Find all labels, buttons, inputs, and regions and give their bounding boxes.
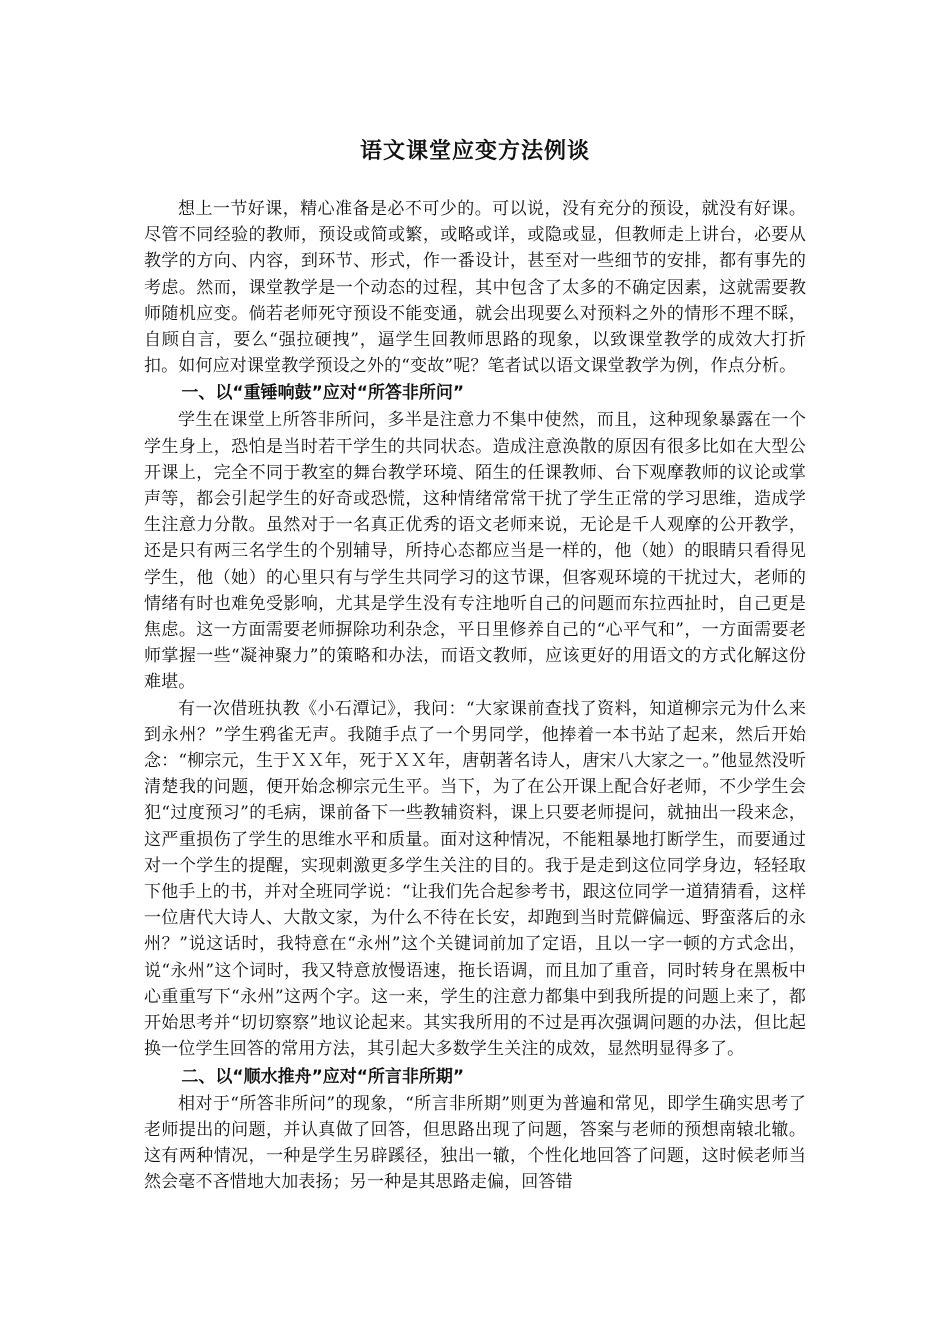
- section-1-heading: 一、以“重锤响鼓”应对“所答非所问”: [181, 383, 465, 404]
- document-title: 语文课堂应变方法例谈: [359, 139, 590, 164]
- document-page: [144, 0, 806, 1195]
- section-1-paragraph-2: 有一次借班执教《小石潭记》，我问：“大家课前查找了资料，知道柳宗元为什么来到永州？”学生鸦雀无声。我随手点了一个男同学，他捧着一本书站了起来，然后开始念：“柳宗元，生于ＸＸ年，死于ＸＸ年，唐朝著名诗人，唐宋八大家之一。”他显然没听清楚我的问题，便开始念柳宗元生平。当下，为了在公开课上配合好老师，不少学生会犯“过度预习”的毛病，课前备下一些教辅资料，课上只要老师提问，就抽出一段来念，这严重损伤了学生的思维水平和质量。面对这种情况，不能粗暴地打断学生，而要通过对一个学生的提醒，实现刺激更多学生关注的目的。我于是走到这位同学身边，轻轻取下他手上的书，并对全班同学说：“让我们先合起参考书，跟这位同学一道猜猜看，这样一位唐代大诗人、大散文家，为什么不待在长安，却跑到当时荒僻偏远、野蛮落后的永州？”说这话时，我特意在“永州”这个关键词前加了定语，且以一字一顿的方式念出，说“永州”这个词时，我又特意放慢语速，拖长语调，而且加了重音，同时转身在黑板中心重重写下“永州”这两个字。这一来，学生的注意力都集中到我所提的问题上来了，都开始思考并“切切察察”地议论起来。其实我所用的不过是再次强调问题的办法，但比起换一位学生回答的常用方法，其引起大多数学生关注的成效，显然明显得多了。: [144, 698, 806, 1060]
- section-2-paragraph-1: 相对于“所答非所问”的现象，“所言非所期”则更为普遍和常见，即学生确实思考了老师提出的问题，并认真做了回答，但思路出现了问题，答案与老师的预想南辕北辙。这有两种情况，一种是学生另辟蹊径，独出一辙，个性化地回答了问题，这时候老师当然会毫不吝惜地大加表扬；另一种是其思路走偏，回答错: [144, 1093, 806, 1193]
- section-1-paragraph-1: 学生在课堂上所答非所问，多半是注意力不集中使然，而且，这种现象暴露在一个学生身上，恐怕是当时若干学生的共同状态。造成注意涣散的原因有很多比如在大型公开课上，完全不同于教室的舞台教学环境、陌生的任课教师、台下观摩教师的议论或掌声等，都会引起学生的好奇或恐慌，这种情绪常常干扰了学生正常的学习思维，造成学生注意力分散。虽然对于一名真正优秀的语文老师来说，无论是千人观摩的公开教学，还是只有两三名学生的个别辅导，所持心态都应当是一样的，他（她）的眼睛只看得见学生，他（她）的心里只有与学生共同学习的这节课，但客观环境的干扰过大，老师的情绪有时也难免受影响，尤其是学生没有专注地听自己的问题而东拉西扯时，自己更是焦虑。这一方面需要老师摒除功利杂念，平日里修养自己的“心平气和”，一方面需要老师掌握一些“凝神聚力”的策略和办法，而语文教师，应该更好的用语文的方式化解这份难堪。: [144, 410, 806, 693]
- intro-paragraph: 想上一节好课，精心准备是必不可少的。可以说，没有充分的预设，就没有好课。尽管不同经验的教师，预设或简或繁，或略或详，或隐或显，但教师走上讲台，必要从教学的方向、内容，到环节、形式，作一番设计，甚至对一些细节的安排，都有事先的考虑。然而，课堂教学是一个动态的过程，其中包含了太多的不确定因素，这就需要教师随机应变。倘若老师死守预设不能变通，就会出现要么对预料之外的情形不理不睬，自顾自言，要么“强拉硬拽”，逼学生回教师思路的现象，以致课堂教学的成效大打折扣。如何应对课堂教学预设之外的“变故”呢？笔者试以语文课堂教学为例，作点分析。: [144, 199, 806, 377]
- section-2-heading: 二、以“顺水推舟”应对“所言非所期”: [181, 1066, 465, 1087]
